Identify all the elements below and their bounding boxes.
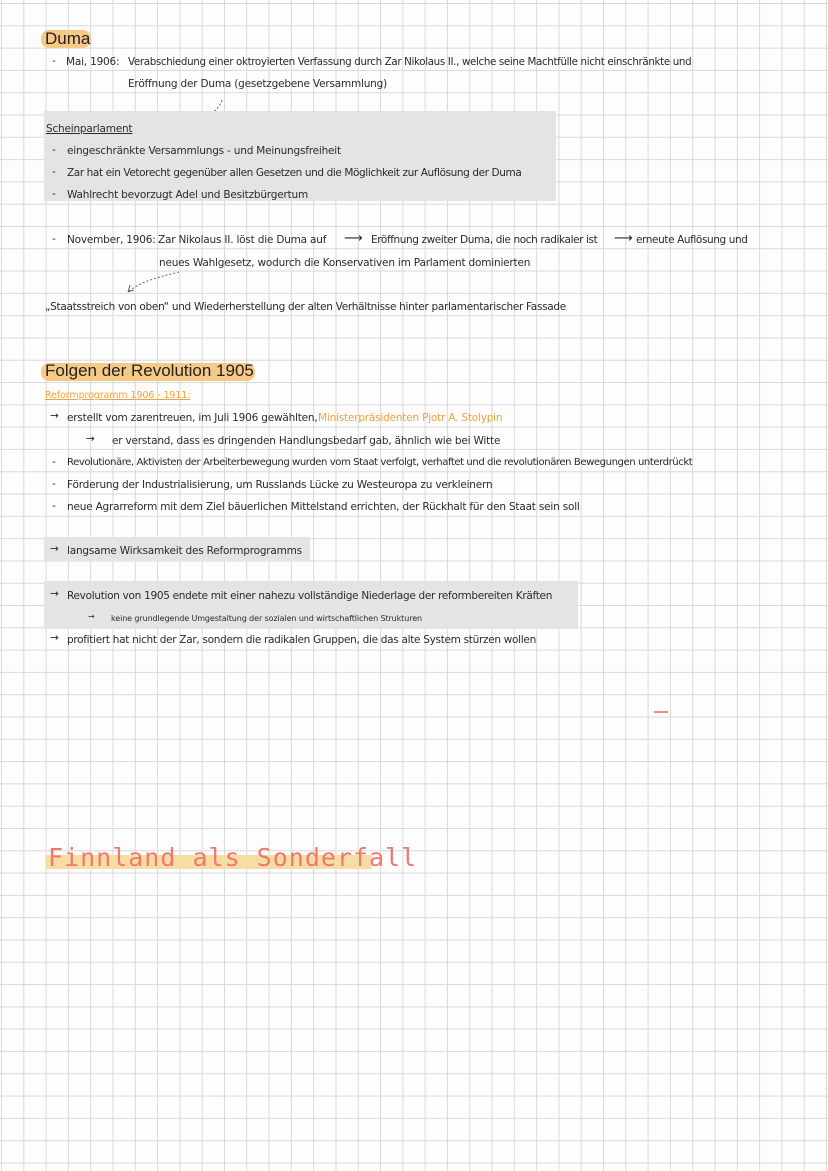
reform-line1-a: erstellt vom zarentreuen, im Juli 1906 gewählten,	[67, 412, 318, 424]
stray-mark	[654, 711, 668, 713]
schein-item: Zar hat ein Vetorecht gegenüber allen Gesetzen und die Möglichkeit zur Auflösung der Duma	[67, 167, 522, 179]
staatsstreich-text: „Staatsstreich von oben“ und Wiederherstellung der alten Verhältnisse hinter parlamentarischer Fassade	[45, 301, 566, 313]
dash-bullet: -	[52, 166, 56, 178]
dash-bullet: -	[52, 478, 56, 490]
arrow-icon: →	[50, 632, 59, 644]
reform-dash-item: Revolutionäre, Aktivisten der Arbeiterbewegung wurden vom Staat verfolgt, verhaftet und die revolutionären Bewegungen unterdrückt	[67, 457, 693, 468]
bullet1-prefix: Mai, 1906:	[66, 56, 120, 68]
arrow-icon: →	[50, 543, 59, 555]
arrow-icon: →	[50, 410, 59, 422]
dash-bullet: -	[52, 188, 56, 200]
reform-line2: er verstand, dass es dringenden Handlungsbedarf gab, ähnlich wie bei Witte	[112, 435, 501, 447]
bullet2-part1: Zar Nikolaus II. löst die Duma auf	[158, 234, 327, 246]
dash-bullet: -	[52, 456, 56, 468]
bullet1-line1: Verabschiedung einer oktroyierten Verfassung durch Zar Nikolaus II., welche seine Machtfülle nicht einschränkte und	[128, 56, 692, 68]
dash-bullet: -	[52, 500, 56, 512]
langsam-text: langsame Wirksamkeit des Reformprogramms	[67, 545, 302, 557]
revolution-text: Revolution von 1905 endete mit einer nahezu vollständige Niederlage der reformbereiten Kräften	[67, 590, 553, 602]
bullet2-prefix: November, 1906:	[67, 234, 156, 246]
reform-dash-item: Förderung der Industrialisierung, um Russlands Lücke zu Westeuropa zu verkleinern	[67, 479, 493, 491]
arrow-icon: ⟶	[344, 231, 363, 246]
arrow-icon: →	[86, 433, 95, 445]
schein-item: eingeschränkte Versammlungs - und Meinungsfreiheit	[67, 145, 341, 157]
reform-line1-b: Ministerpräsidenten Pjotr A. Stolypin	[318, 412, 503, 424]
arrow-icon: →	[88, 612, 95, 621]
finnland-heading: Finnland als Sonderfall	[48, 843, 418, 872]
arrow-icon: ⟶	[614, 231, 633, 246]
schein-item: Wahlrecht bevorzugt Adel und Besitzbürgertum	[67, 189, 308, 201]
duma-heading: Duma	[45, 29, 91, 48]
bullet1-line2: Eröffnung der Duma (gesetzgebene Versammlung)	[128, 78, 388, 90]
curved-dashed-arrow-icon	[124, 270, 184, 296]
dash-bullet: -	[52, 55, 56, 67]
revolution-sub-text: keine grundlegende Umgestaltung der sozialen und wirtschaftlichen Strukturen	[111, 614, 422, 623]
reform-dash-item: neue Agrarreform mit dem Ziel bäuerlichen Mittelstand errichten, der Rückhalt für den Staat sein soll	[67, 501, 580, 513]
bullet2-part2: Eröffnung zweiter Duma, die noch radikaler ist	[371, 234, 598, 246]
dash-bullet: -	[52, 144, 56, 156]
profitiert-text: profitiert hat nicht der Zar, sondern die radikalen Gruppen, die das alte System stürzen wollen	[67, 634, 536, 646]
bullet2-part3: erneute Auflösung und	[636, 234, 748, 246]
bullet2-line2: neues Wahlgesetz, wodurch die Konservativen im Parlament dominierten	[159, 257, 531, 269]
dash-bullet: -	[52, 233, 56, 245]
arrow-icon: →	[50, 588, 59, 600]
scheinparlament-title: Scheinparlament	[46, 123, 133, 135]
folgen-heading: Folgen der Revolution 1905	[45, 361, 254, 380]
reform-subheading: Reformprogramm 1906 - 1911:	[45, 390, 191, 401]
